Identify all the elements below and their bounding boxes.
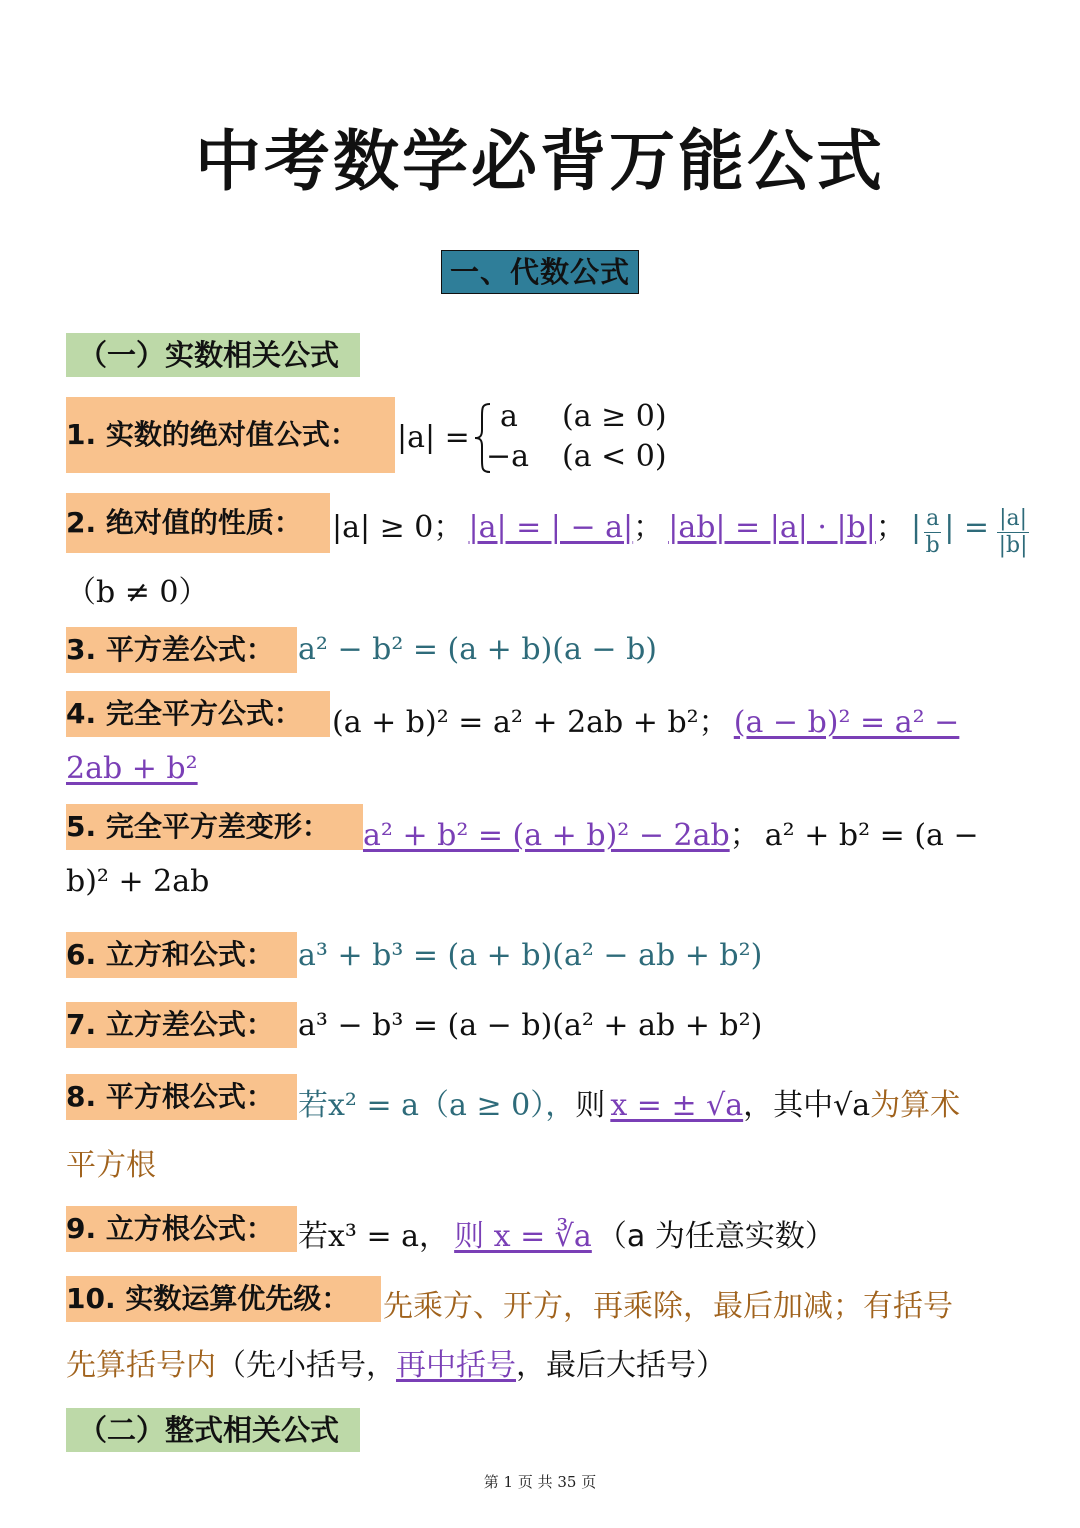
formula-1-case1-condition: (a ≥ 0) bbox=[562, 399, 667, 434]
formula-1-lhs: |a| = bbox=[397, 420, 470, 455]
formula-4-part-b-continued: 2ab + b² bbox=[66, 751, 198, 786]
formula-3-expression: a² − b² = (a + b)(a − b) bbox=[298, 632, 657, 667]
formula-1-case2-value: −a bbox=[486, 439, 530, 474]
formula-1-case1-value: a bbox=[500, 399, 518, 434]
fraction-denominator: |b| bbox=[998, 533, 1028, 558]
formula-5-part-a: a² + b² = (a + b)² − 2ab bbox=[363, 818, 730, 853]
formula-10-label: 10. 实数运算优先级： bbox=[66, 1276, 381, 1322]
formula-10-part-a: 先乘方、开方，再乘除，最后加减；有括号 bbox=[383, 1289, 953, 1324]
formula-7-label: 7. 立方差公式： bbox=[66, 1002, 297, 1048]
formula-6-label: 6. 立方和公式： bbox=[66, 932, 297, 978]
formula-8-then: 则 bbox=[575, 1088, 606, 1123]
subsection-heading-real-numbers: （一）实数相关公式 bbox=[66, 333, 360, 377]
formula-8-label: 8. 平方根公式： bbox=[66, 1074, 297, 1120]
formula-5-label: 5. 完全平方差变形： bbox=[66, 804, 363, 850]
page-title: 中考数学必背万能公式 bbox=[195, 123, 885, 200]
formula-5-separator: ； bbox=[729, 818, 760, 853]
formula-4-part-b: (a − b)² = a² − bbox=[733, 705, 960, 740]
formula-9-line bbox=[298, 1211, 835, 1255]
formula-7-expression: a³ − b³ = (a − b)(a² + ab + b²) bbox=[298, 1008, 763, 1043]
formula-8-part-e: 为算术 bbox=[870, 1088, 961, 1123]
formula-8-part-d: ，其中√a bbox=[743, 1088, 871, 1123]
fraction-abs-a-over-abs-b bbox=[997, 508, 1029, 557]
fraction-denominator: b bbox=[925, 533, 940, 558]
formula-5-part-b-continued: b)² + 2ab bbox=[66, 864, 210, 899]
formula-9-part-a: 若x³ = a， bbox=[298, 1219, 450, 1254]
formula-1-label: 1. 实数的绝对值公式： bbox=[66, 397, 395, 473]
formula-8-part-f: 平方根 bbox=[66, 1148, 156, 1183]
formula-2-part-d-bar: | bbox=[910, 510, 922, 545]
page-footer: 第 1 页 共 35 页 bbox=[483, 1473, 597, 1491]
formula-9-result: 则 x = ∛a bbox=[454, 1219, 592, 1254]
fraction-numerator: a bbox=[926, 506, 940, 531]
formula-10-part-c: （先小括号， bbox=[216, 1348, 396, 1383]
formula-6-expression: a³ + b³ = (a + b)(a² − ab + b²) bbox=[298, 938, 763, 973]
formula-1-case2-condition: (a < 0) bbox=[562, 439, 667, 474]
formula-8-part-a: 若x² = a（a ≥ 0）， bbox=[298, 1088, 576, 1123]
formula-3-label: 3. 平方差公式： bbox=[66, 627, 297, 673]
formula-2-label: 2. 绝对值的性质： bbox=[66, 493, 330, 553]
formula-4-label: 4. 完全平方公式： bbox=[66, 691, 330, 737]
formula-10-part-e: ，最后大括号） bbox=[516, 1348, 726, 1383]
formula-10-part-d: 再中括号 bbox=[396, 1348, 516, 1383]
formula-2-condition: （b ≠ 0） bbox=[66, 575, 209, 610]
formula-4-part-a: (a + b)² = a² + 2ab + b²； bbox=[332, 705, 729, 740]
formula-5-line bbox=[363, 810, 979, 854]
formula-2-part-b: |a| = | − a| bbox=[468, 510, 634, 545]
section-heading: 一、代数公式 bbox=[441, 250, 639, 294]
formula-4-line bbox=[332, 697, 959, 741]
fraction-numerator: |a| bbox=[999, 506, 1028, 531]
formula-8-line bbox=[298, 1080, 960, 1124]
formula-2-part-c: |ab| = |a| · |b| bbox=[668, 510, 876, 545]
formula-9-condition: （a 为任意实数） bbox=[596, 1219, 835, 1254]
formula-5-part-b: a² + b² = (a − bbox=[764, 818, 979, 853]
formula-8-result: x = ± √a bbox=[610, 1088, 744, 1123]
fraction-a-over-b bbox=[924, 508, 941, 557]
formula-10-line-2 bbox=[66, 1340, 726, 1384]
formula-2-part-a: |a| ≥ 0； bbox=[332, 510, 464, 545]
subsection-heading-polynomials: （二）整式相关公式 bbox=[66, 1408, 360, 1452]
formula-2-part-d-equals: | = bbox=[944, 510, 989, 545]
formula-10-part-b: 先算括号内 bbox=[66, 1348, 216, 1383]
formula-9-label: 9. 立方根公式： bbox=[66, 1206, 297, 1252]
formula-2-separator-1: ； bbox=[633, 510, 664, 545]
formula-2-line bbox=[332, 502, 1032, 557]
formula-2-separator-2: ； bbox=[875, 510, 906, 545]
